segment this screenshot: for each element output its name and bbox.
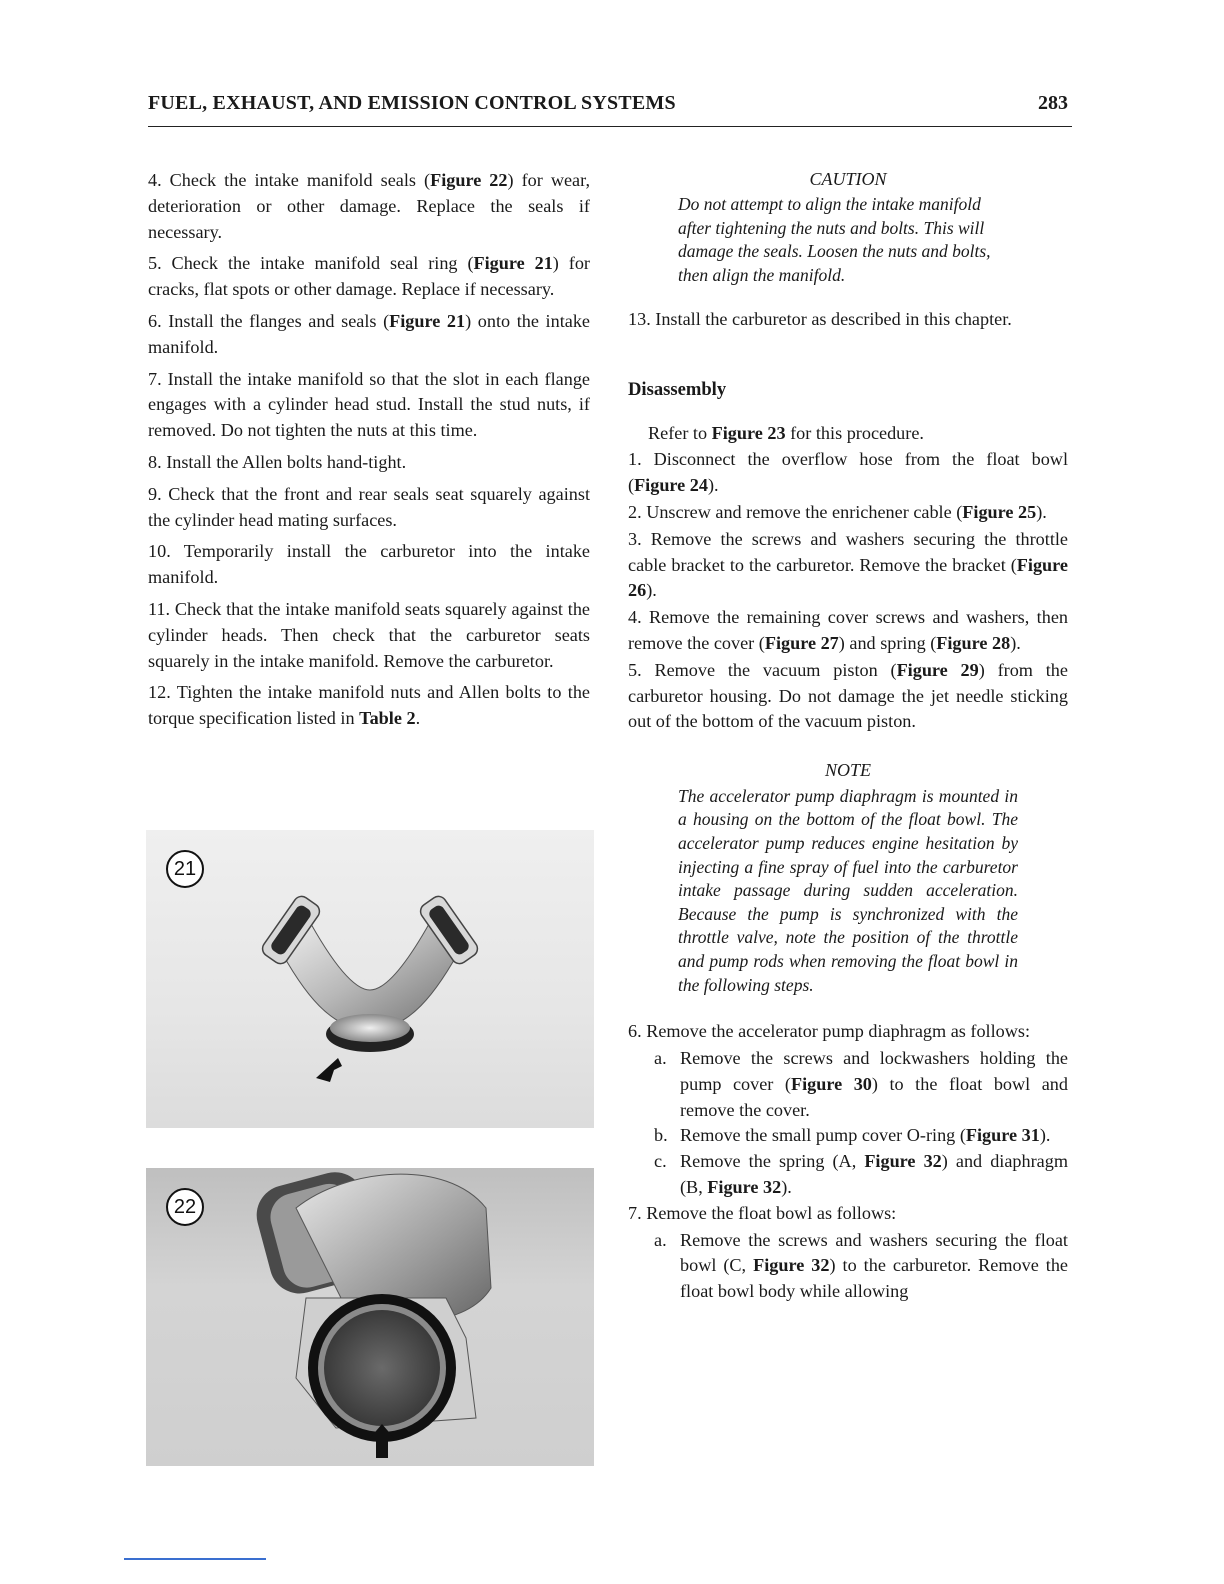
disassembly-step-1: 1. Disconnect the overflow hose from the float bowl (Figure 24). [628, 449, 1068, 496]
step-5: 5. Check the intake manifold seal ring (Figure 21) for cracks, flat spots or other damage. Replace if necessary. [148, 253, 590, 300]
substep-7a: a. Remove the screws and washers securing the float bowl (C, Figure 32) to the carburetor. Remove the float bowl body while allowing [654, 1229, 1068, 1302]
right-column [628, 168, 1068, 1305]
substep-6a: a. Remove the screws and lockwashers holding the pump cover (Figure 30) to the float bowl and remove the cover. [654, 1047, 1068, 1120]
step-7: 7. Install the intake manifold so that the slot in each flange engages with a cylinder head stud. Install the stud nuts, if removed. Do not tighten the nuts at this time. [148, 368, 590, 441]
left-column [148, 168, 590, 738]
step-12: 12. Tighten the intake manifold nuts and Allen bolts to the torque specification listed in Table 2. [148, 682, 590, 729]
disassembly-step-7: 7. Remove the float bowl as follows: [628, 1202, 897, 1223]
figure-number-badge: 22 [166, 1188, 204, 1226]
step-11: 11. Check that the intake manifold seats squarely against the cylinder heads. Then check that the carburetor seats squarely in the intake manifold. Remove the carburetor. [148, 598, 590, 671]
disassembly-steps [628, 421, 1068, 736]
note-heading: NOTE [824, 760, 871, 781]
disassembly-step-4: 4. Remove the remaining cover screws and washers, then remove the cover (Figure 27) and spring (Figure 28). [628, 607, 1068, 653]
footer-rule [124, 1558, 266, 1560]
disassembly-step-5: 5. Remove the vacuum piston (Figure 29) from the carburetor housing. Do not damage the jet needle sticking out of the bottom of the vacuum piston. [628, 659, 1068, 732]
arrow-icon [316, 1058, 342, 1082]
section-heading-disassembly: Disassembly [628, 378, 727, 400]
pump-steps [628, 1019, 1068, 1305]
figure-number-badge: 21 [166, 850, 204, 888]
intro-text: Refer to Figure 23 for this procedure. [648, 422, 924, 443]
caution-box [678, 168, 1018, 287]
figure-22-photo [146, 1168, 594, 1466]
disassembly-step-6: 6. Remove the accelerator pump diaphragm as follows: [628, 1021, 1031, 1042]
running-head: FUEL, EXHAUST, AND EMISSION CONTROL SYSTEMS [148, 92, 676, 114]
step-9: 9. Check that the front and rear seals seat squarely against the cylinder head mating surfaces. [148, 483, 590, 530]
step-8: 8. Install the Allen bolts hand-tight. [148, 451, 407, 472]
step-10: 10. Temporarily install the carburetor into the intake manifold. [148, 541, 590, 588]
step-7-substeps [654, 1228, 1068, 1305]
step-6-substeps [654, 1046, 1068, 1201]
intake-manifold-illustration [146, 830, 594, 1128]
step-4: 4. Check the intake manifold seals (Figure 22) for wear, deterioration or other damage. Replace the seals if necessary. [148, 170, 590, 242]
manifold-seal-illustration [146, 1168, 594, 1466]
disassembly-step-3: 3. Remove the screws and washers securing the throttle cable bracket to the carburetor. Remove the bracket (Figure 26). [628, 528, 1068, 601]
disassembly-step-2: 2. Unscrew and remove the enrichener cable (Figure 25). [628, 502, 1047, 523]
caution-heading: CAUTION [809, 169, 887, 189]
figure-21-photo [146, 830, 594, 1128]
page-number: 283 [1038, 92, 1068, 114]
substep-6c: c. Remove the spring (A, Figure 32) and diaphragm (B, Figure 32). [654, 1151, 1068, 1197]
substep-6b: b. Remove the small pump cover O-ring (Figure 31). [654, 1125, 1051, 1146]
step-13: 13. Install the carburetor as described in this chapter. [628, 309, 1012, 330]
caution-text: Do not attempt to align the intake manifold after tightening the nuts and bolts. This will damage the seals. Loosen the nuts and bolts, then align the manifold. [678, 194, 991, 285]
step-6: 6. Install the flanges and seals (Figure 21) onto the intake manifold. [148, 310, 590, 357]
page-header [148, 92, 1072, 127]
note-text: The accelerator pump diaphragm is mounted in a housing on the bottom of the float bowl. The accelerator pump reduces engine hesitation by injecting a fine spray of fuel into the carburetor intake passage during sudden acceleration. Because the pump is synchronized with the throttle valve, note the position of the throttle and pump rods when removing the float bowl in the following steps. [678, 785, 1018, 995]
note-box [678, 759, 1018, 997]
